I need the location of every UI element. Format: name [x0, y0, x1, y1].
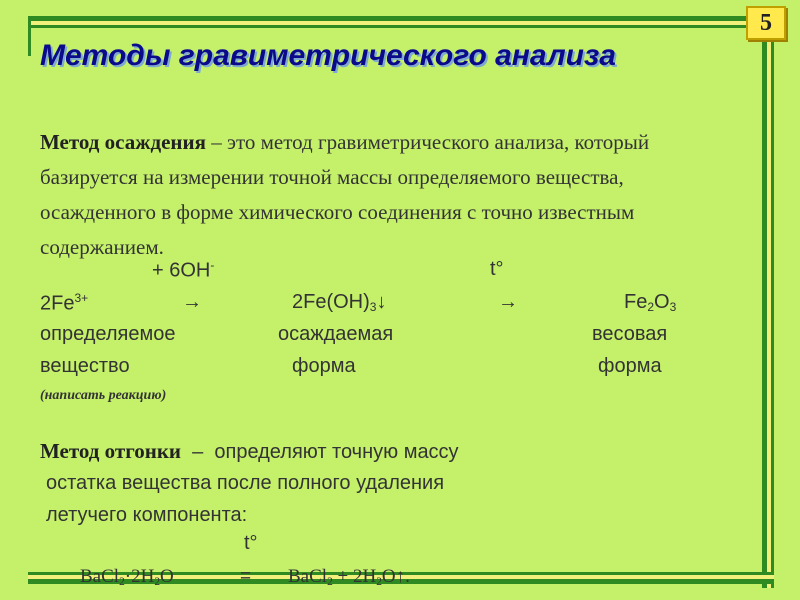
distillation-term: Метод отгонки: [40, 439, 182, 463]
product-fe2o3: $Fe_2O_3$: [624, 291, 677, 314]
reactant-fe3: $2Fe^{3+}$: [40, 291, 89, 315]
label-precipitated-2: форма: [292, 355, 356, 377]
label-weighed-1: весовая: [592, 323, 668, 345]
equation-equals: =: [240, 566, 252, 587]
label-determined-2: вещество: [40, 355, 130, 377]
distillation-line-1: Метод отгонки – определяют точную массу: [40, 439, 459, 463]
equation-left: $BaCl_2\cdot 2H_2O$: [80, 566, 174, 588]
label-determined-1: определяемое: [40, 323, 176, 345]
intermediate-fe-oh3: $2Fe(OH)_3↓$: [292, 291, 387, 314]
frame-left-green: [28, 16, 31, 56]
slide-title: Методы гравиметрического анализа: [40, 39, 616, 72]
precipitation-definition: – это метод гравиметрического анализа, который базируется на измерении точной массы определяемого вещества, осажденного в форме химического соединения с точно известным содержанием.: [40, 130, 650, 259]
heat-label-1: t°: [490, 258, 504, 280]
equation-right: BaCl$_2$ + $2H_2O↑$.: [288, 566, 410, 588]
precipitation-paragraph: [40, 125, 730, 265]
reagent-hydroxide: + 6OH-: [152, 258, 215, 282]
frame-right-green-2: [771, 16, 774, 588]
heat-label-2: t°: [244, 532, 258, 554]
label-precipitated-1: осаждаемая: [278, 323, 394, 345]
reaction-arrow-2: →: [498, 291, 518, 313]
precipitation-term: Метод осаждения: [40, 130, 206, 154]
slide-number-badge: 5: [746, 6, 786, 40]
frame-top-green-2: [28, 25, 780, 28]
reaction-arrow-1: →: [182, 291, 202, 313]
label-weighed-2: форма: [598, 355, 662, 377]
distillation-line-2: остатка вещества после полного удаления: [46, 472, 445, 494]
write-reaction-note: (написать реакцию): [40, 388, 167, 403]
distillation-line-3: летучего компонента:: [46, 504, 248, 526]
